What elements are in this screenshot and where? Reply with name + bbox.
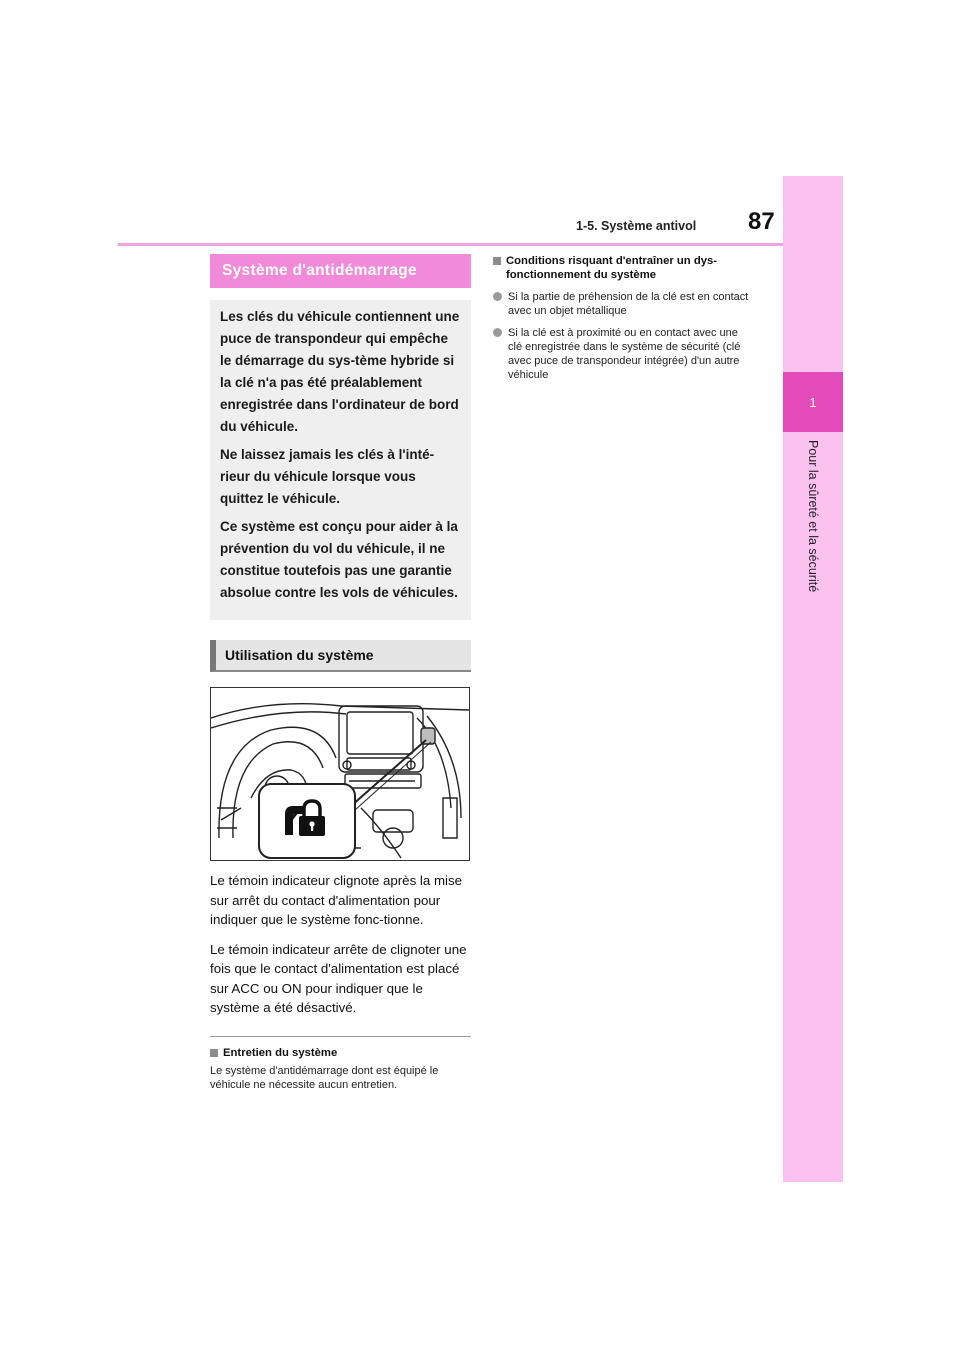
- maintenance-text: Le système d'antidémarrage dont est équipé le véhicule ne nécessite aucun entretien.: [210, 1064, 439, 1091]
- malfunction-heading-text: Conditions risquant d'entraîner un dys-fonctionnement du système: [506, 255, 718, 281]
- left-column: [210, 254, 471, 1092]
- chapter-side-tab: [783, 176, 843, 1182]
- dashboard-illustration: [210, 687, 470, 861]
- operation-paragraph: Le témoin indicateur arrête de clignoter une fois que le contact d'alimentation est placé sur ACC ou ON pour indiquer que le système a été désactivé.: [210, 941, 467, 1015]
- intro-box: [210, 300, 471, 620]
- chapter-number: 1: [783, 372, 843, 432]
- intro-paragraph: Les clés du véhicule contiennent une puce de transpondeur qui empêche le démarrage du sys-tème hybride si la clé n'a pas été préalablement enregistrée dans l'ordinateur de bord du véhicule.: [220, 309, 460, 434]
- section-title: 1-5. Système antivol: [576, 219, 697, 233]
- operation-heading: Utilisation du système: [210, 640, 471, 672]
- operation-text: [210, 871, 471, 1018]
- maintenance-heading-text: Entretien du système: [223, 1046, 338, 1059]
- round-bullet-icon: [493, 328, 502, 337]
- page-number: 87: [748, 208, 775, 235]
- chapter-title-text: Pour la sûreté et la sécurité: [806, 440, 820, 593]
- malfunction-bullet-text: Si la partie de préhension de la clé est en contact avec un objet métallique: [508, 291, 749, 317]
- malfunction-bullet: [493, 290, 755, 318]
- dashboard-drawing: [211, 688, 469, 860]
- malfunction-heading: [493, 254, 755, 282]
- intro-paragraph: Ne laissez jamais les clés à l'inté-rieur du véhicule lorsque vous quittez le véhicule.: [220, 447, 435, 506]
- square-bullet-icon: [493, 257, 501, 265]
- round-bullet-icon: [493, 292, 502, 301]
- malfunction-bullet-text: Si la clé est à proximité ou en contact avec une clé enregistrée dans le système de sécurité (clé avec puce de transpondeur intégrée) d'un autre véhicule: [508, 327, 741, 381]
- square-bullet-icon: [210, 1049, 218, 1057]
- header-rule: [118, 243, 783, 246]
- malfunction-bullet: [493, 326, 755, 382]
- operation-paragraph: Le témoin indicateur clignote après la mise sur arrêt du contact d'alimentation pour indiquer que le système fonc-tionne.: [210, 873, 463, 927]
- immobilizer-heading: Système d'antidémarrage: [210, 254, 471, 288]
- section-divider: [210, 1036, 471, 1037]
- intro-paragraph: Ce système est conçu pour aider à la prévention du vol du véhicule, il ne constitue toutefois pas une garantie absolue contre les vols de véhicules.: [220, 519, 458, 600]
- security-indicator-icon: [285, 801, 325, 836]
- right-column: [493, 254, 755, 382]
- maintenance-heading: [210, 1047, 471, 1059]
